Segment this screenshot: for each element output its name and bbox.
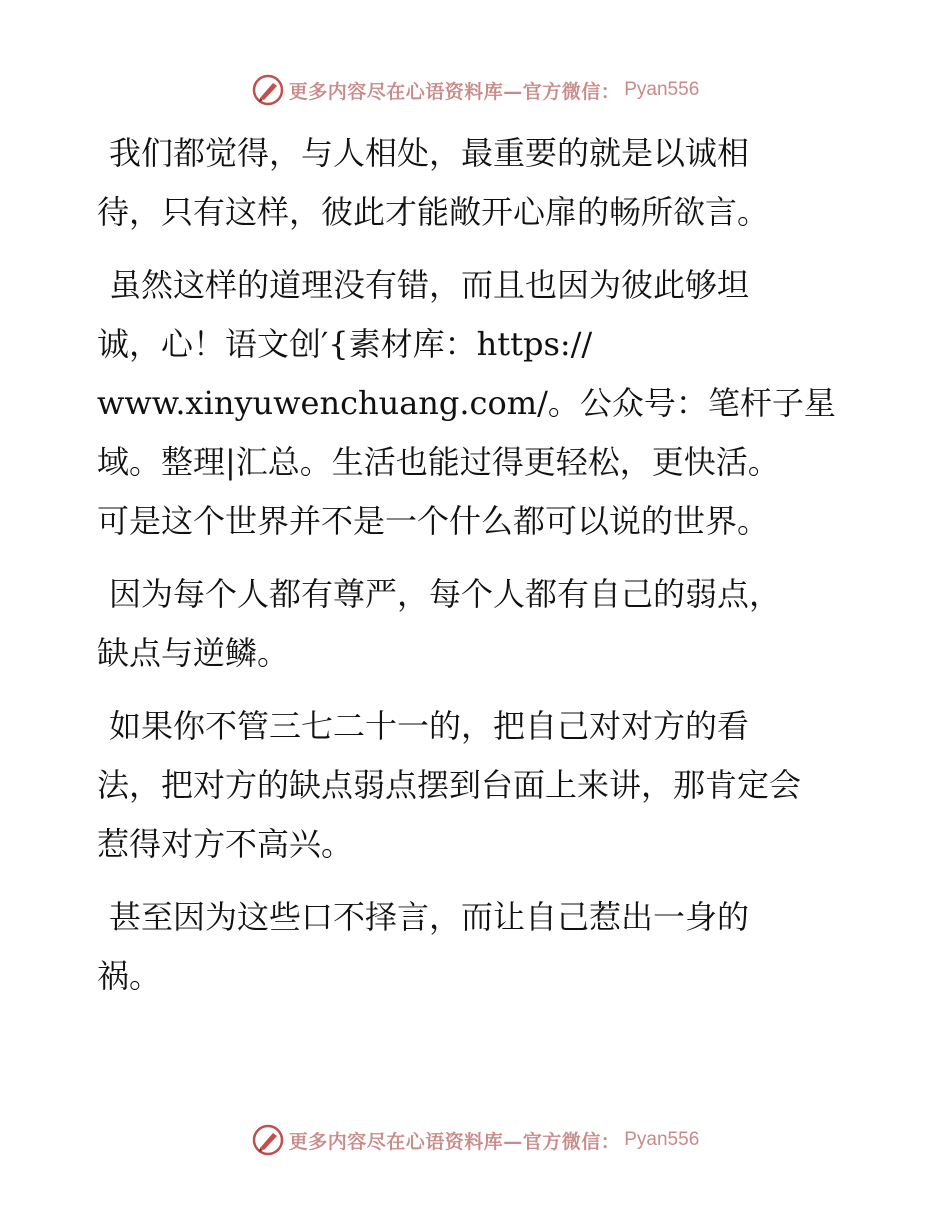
text-line: 诚，心！语文创′{素材库：https://	[97, 325, 593, 363]
text-line: 因为每个人都有尊严，每个人都有自己的弱点，	[109, 575, 782, 613]
article-body	[97, 124, 857, 1020]
text-line: 如果你不管三七二十一的，把自己对对方的看	[109, 707, 750, 745]
text-line: 虽然这样的道理没有错，而且也因为彼此够坦	[109, 266, 750, 304]
text-line: 我们都觉得，与人相处，最重要的就是以诚相	[109, 134, 750, 172]
text-line: 待，只有这样，彼此才能敞开心扉的畅所欲言。	[97, 193, 770, 231]
text-line: 域。整理|汇总。生活也能过得更轻松，更快活。	[97, 443, 780, 481]
header-watermark	[0, 70, 950, 110]
watermark-wechat-id: Pyan556	[624, 1129, 700, 1150]
text-line: 缺点与逆鳞。	[97, 634, 290, 672]
text-line: 法，把对方的缺点弱点摆到台面上来讲，那肯定会	[97, 766, 802, 804]
pen-logo-icon	[251, 1123, 285, 1157]
paragraph	[97, 256, 857, 551]
text-line: 祸。	[97, 957, 162, 995]
paragraph	[97, 124, 857, 242]
text-line: www.xinyuwenchuang.com/。公众号：笔杆子星	[97, 384, 836, 422]
paragraph	[97, 888, 857, 1006]
text-line: 甚至因为这些口不择言，而让自己惹出一身的	[109, 898, 750, 936]
pen-logo-icon	[251, 73, 285, 107]
footer-watermark	[0, 1120, 950, 1160]
watermark-text: 更多内容尽在心语资料库—官方微信：	[288, 80, 621, 103]
watermark-text: 更多内容尽在心语资料库—官方微信：	[288, 1130, 621, 1153]
paragraph	[97, 697, 857, 874]
text-line: 可是这个世界并不是一个什么都可以说的世界。	[97, 502, 770, 540]
watermark-wechat-id: Pyan556	[624, 79, 700, 100]
paragraph	[97, 565, 857, 683]
text-line: 惹得对方不高兴。	[97, 825, 354, 863]
